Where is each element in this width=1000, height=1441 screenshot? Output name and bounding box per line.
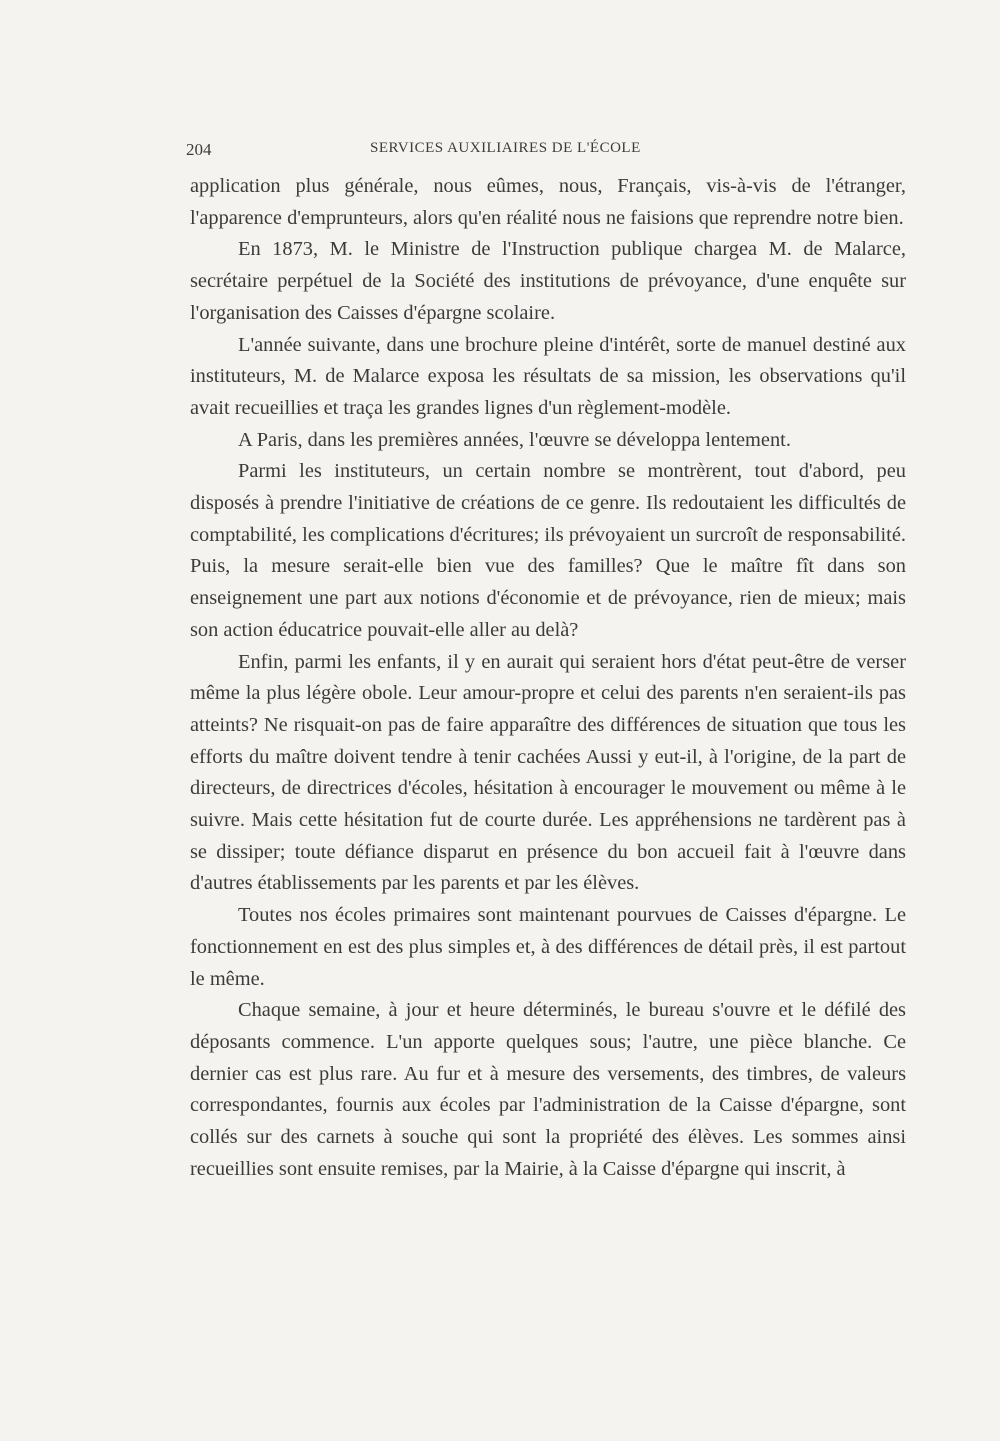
page-number: 204 <box>186 140 212 159</box>
paragraph-instituteurs: Parmi les instituteurs, un certain nombre se montrèrent, tout d'abord, peu disposés à prendre l'initiative de créations de ce genre. Ils redoutaient les difficultés de comptabilité, les complications d'écritures; ils prévoyaient un surcroît de responsabilité. Puis, la mesure serait-elle bien vue des familles? Que le maître fît dans son enseignement une part aux notions d'économie et de prévoyance, rien de mieux; mais son action éducatrice pouvait-elle aller au delà? <box>190 460 906 641</box>
paragraph-continuation: application plus générale, nous eûmes, nous, Français, vis-à-vis de l'étranger, l'apparence d'emprunteurs, alors qu'en réalité nous ne faisions que reprendre notre bien. <box>190 175 906 229</box>
page-header <box>186 140 846 164</box>
running-title: SERVICES AUXILIAIRES DE L'ÉCOLE <box>370 140 641 156</box>
paragraph-ecoles-primaires: Toutes nos écoles primaires sont maintenant pourvues de Caisses d'épargne. Le fonctionnement en est des plus simples et, à des différences de détail près, il est partout le même. <box>190 904 906 990</box>
body-text <box>190 171 906 1186</box>
paragraph-enfants: Enfin, parmi les enfants, il y en aurait qui seraient hors d'état peut-être de verser même la plus légère obole. Leur amour-propre et celui des parents n'en seraient-ils pas atteints? Ne risquait-on pas de faire apparaître des différences de situation que tous les efforts du maître doivent tendre à tenir cachées Aussi y eut-il, à l'origine, de la part de directeurs, de directrices d'écoles, hésitation à encourager le mouvement ou même à le suivre. Mais cette hésitation fut de courte durée. Les appréhensions ne tardèrent pas à se dissiper; toute défiance disparut en présence du bon accueil fait à l'œuvre dans d'autres établissements par les parents et par les élèves. <box>190 650 906 895</box>
paragraph-brochure: L'année suivante, dans une brochure pleine d'intérêt, sorte de manuel destiné aux instituteurs, M. de Malarce exposa les résultats de sa mission, les observations qu'il avait recueillies et traça les grandes lignes d'un règlement-modèle. <box>190 333 906 419</box>
paragraph-chaque-semaine: Chaque semaine, à jour et heure déterminés, le bureau s'ouvre et le défilé des déposants commence. L'un apporte quelques sous; l'autre, une pièce blanche. Ce dernier cas est plus rare. Au fur et à mesure des versements, des timbres, de valeurs correspondantes, fournis aux écoles par l'administration de la Caisse d'épargne, sont collés sur des carnets à souche qui sont la propriété des élèves. Les sommes ainsi recueillies sont ensuite remises, par la Mairie, à la Caisse d'épargne qui inscrit, à <box>190 999 906 1180</box>
paragraph-1873-inquiry: En 1873, M. le Ministre de l'Instruction publique chargea M. de Malarce, secrétaire perpétuel de la Société des institutions de prévoyance, d'une enquête sur l'organisation des Caisses d'épargne scolaire. <box>190 238 906 324</box>
paragraph-paris: A Paris, dans les premières années, l'œuvre se développa lentement. <box>238 428 791 451</box>
